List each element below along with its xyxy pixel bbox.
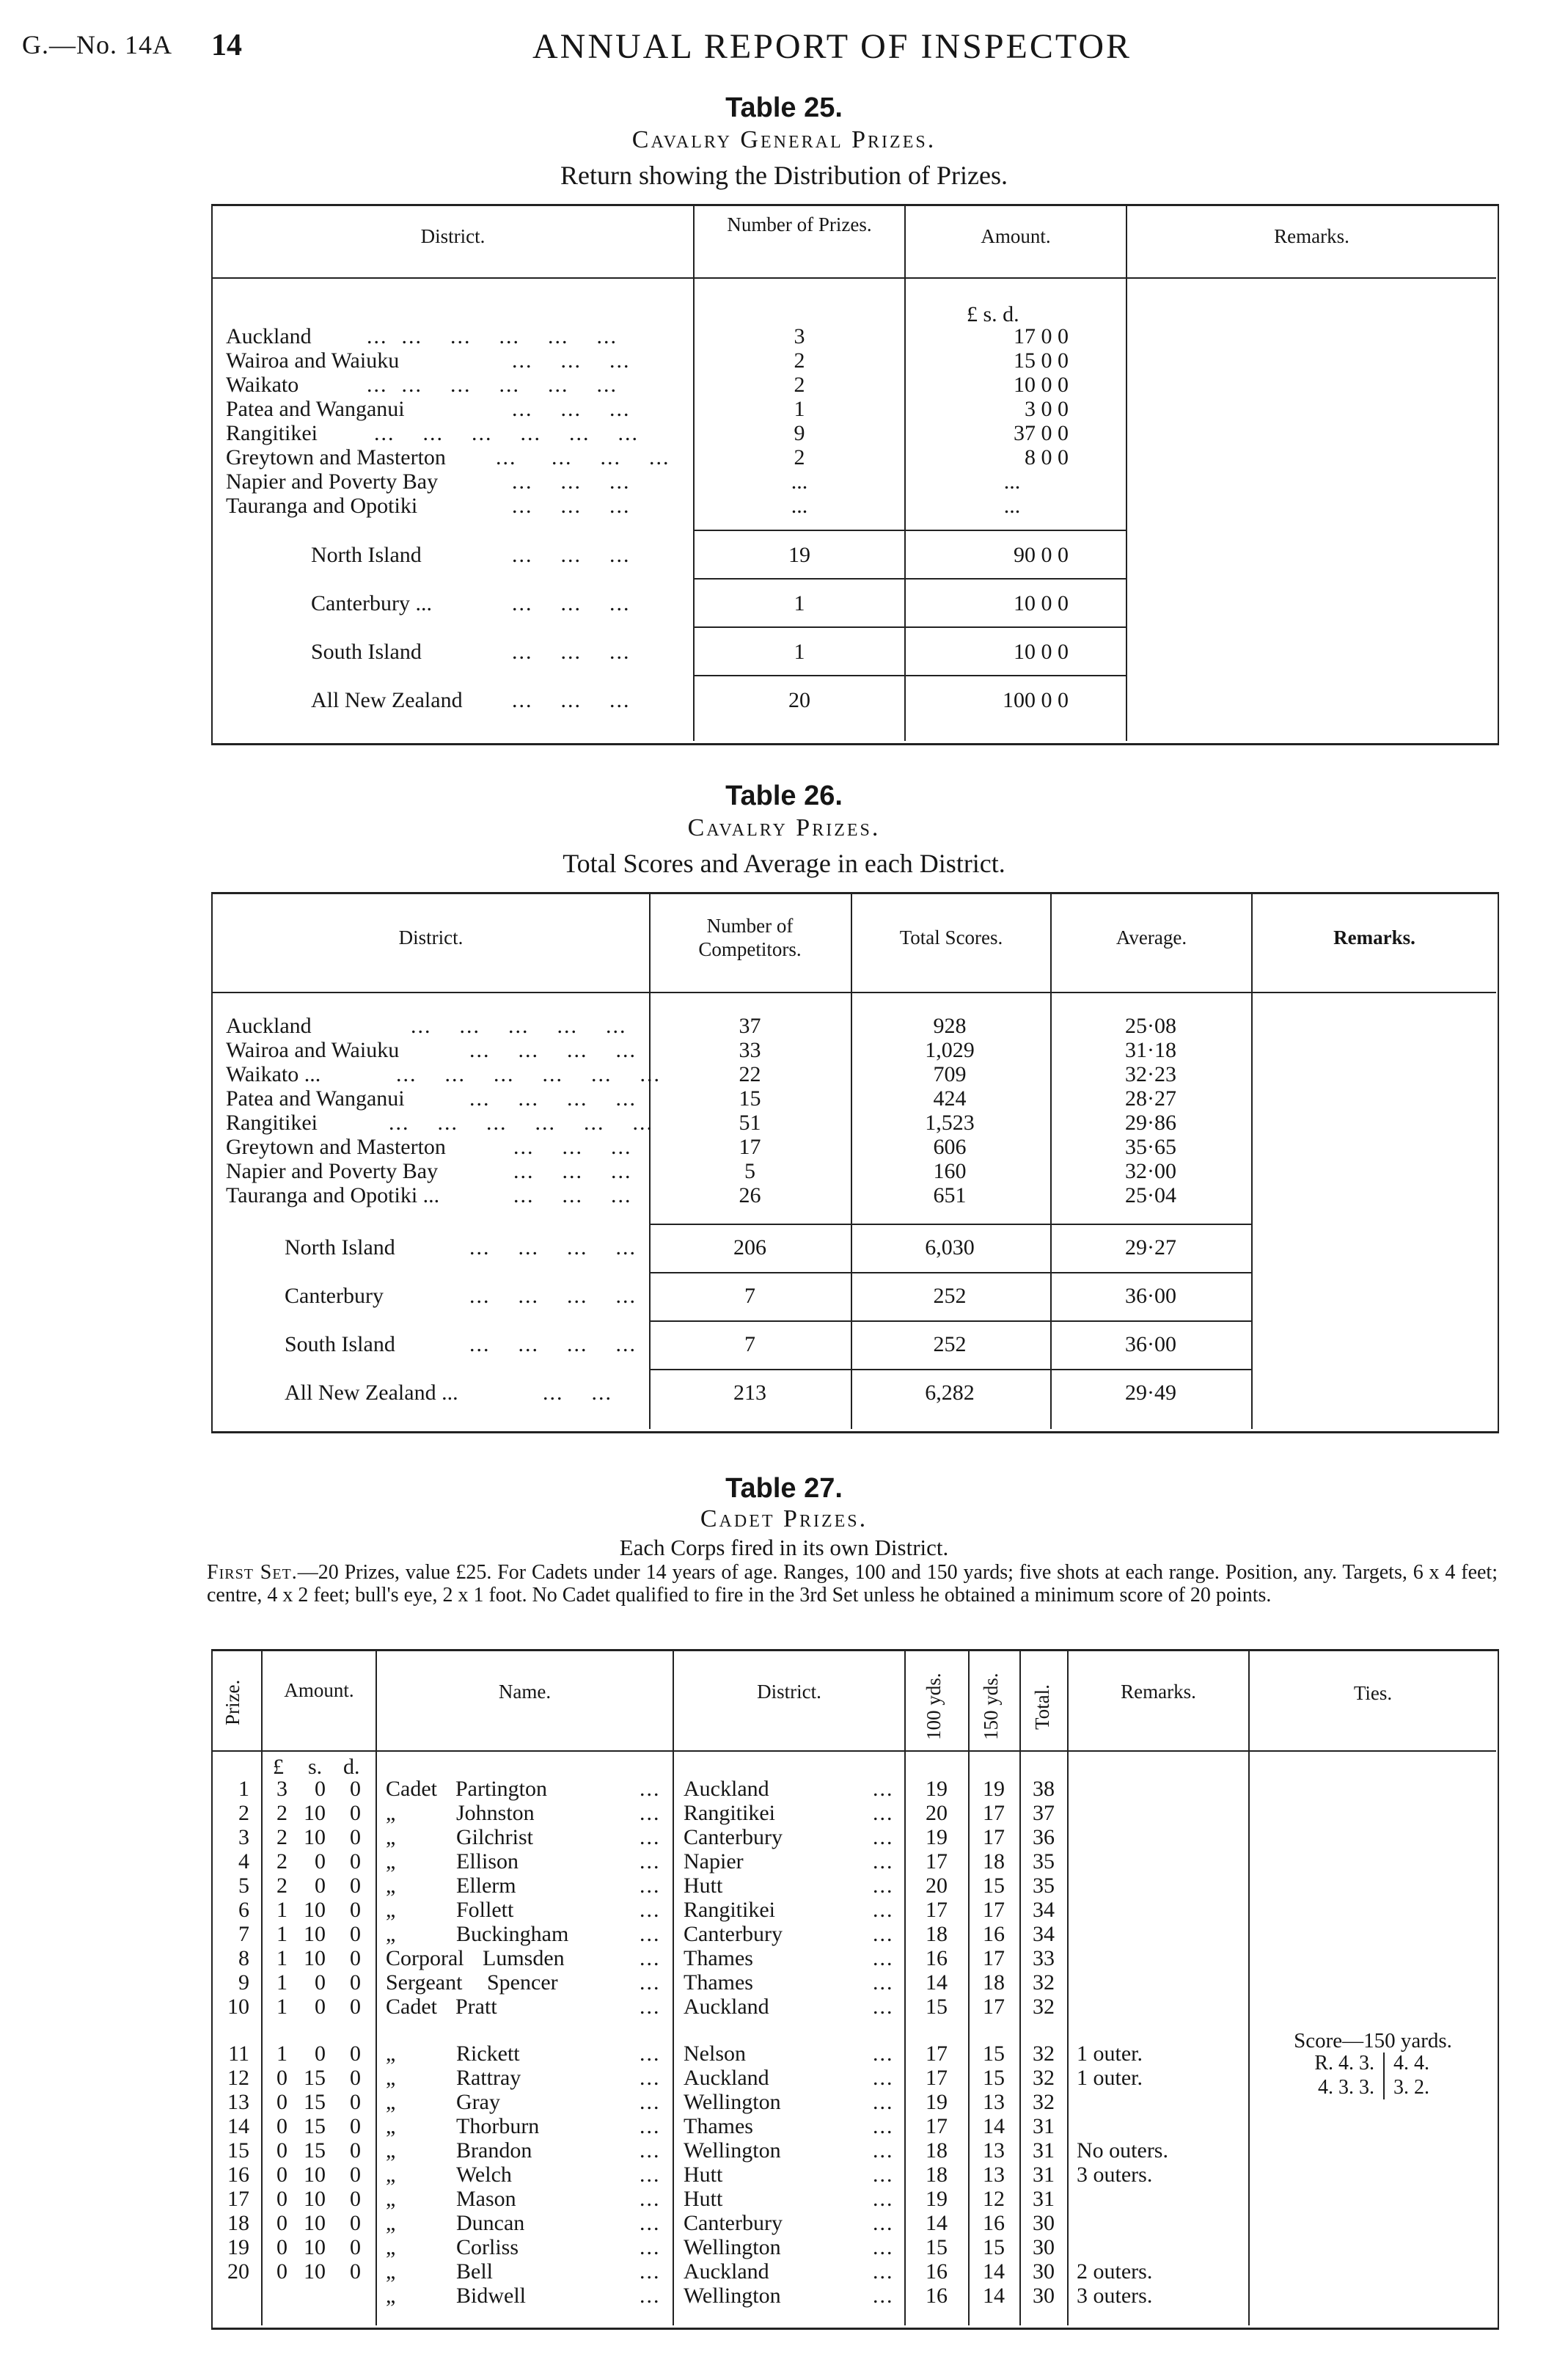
- rank-cell: „: [386, 2211, 396, 2235]
- leader-dots: ...: [873, 2114, 894, 2138]
- prize-cell: 14: [227, 2114, 249, 2138]
- prize-cell: 12: [227, 2066, 249, 2090]
- document-code: G.—No. 14A: [22, 30, 172, 59]
- page-title: ANNUAL REPORT OF INSPECTOR: [532, 27, 1132, 66]
- table27-header-remarks: Remarks.: [1121, 1681, 1196, 1703]
- amount-shillings-cell: 10: [304, 2235, 326, 2259]
- remarks-cell: 3 outers.: [1077, 2284, 1153, 2308]
- leader-dots: ...: [640, 1898, 661, 1922]
- leader-dots: ...: [640, 2066, 661, 2090]
- name-cell: Spencer: [487, 1970, 558, 1995]
- amount-pounds-cell: 2: [276, 1801, 287, 1825]
- amount-pence-cell: 0: [350, 2259, 361, 2284]
- total-cell: 32: [1033, 2066, 1055, 2090]
- rank-cell: Cadet: [386, 1995, 437, 2019]
- amount-shillings-cell: 0: [315, 1970, 326, 1995]
- amount-shillings-cell: 10: [304, 2187, 326, 2211]
- total-cell: 31: [1033, 2138, 1055, 2163]
- score-150-cell: 19: [983, 1777, 1005, 1801]
- rank-cell: Cadet: [386, 1777, 437, 1801]
- leader-dots: ...: [640, 2090, 661, 2114]
- rank-cell: „: [386, 2090, 396, 2114]
- amount-pence-cell: 0: [350, 1801, 361, 1825]
- prize-cell: 20: [227, 2259, 249, 2284]
- rank-cell: „: [386, 1922, 396, 1946]
- amount-pence-cell: 0: [350, 1825, 361, 1849]
- leader-dots: ...: [640, 2284, 661, 2308]
- score-150-cell: 18: [983, 1849, 1005, 1874]
- total-cell: 30: [1033, 2235, 1055, 2259]
- rank-cell: „: [386, 2259, 396, 2284]
- name-cell: Buckingham: [456, 1922, 569, 1946]
- rank-cell: „: [386, 1801, 396, 1825]
- leader-dots: ...: [873, 2235, 894, 2259]
- score-100-cell: 16: [926, 1946, 948, 1970]
- leader-dots: ...: [873, 2187, 894, 2211]
- rank-cell: „: [386, 1898, 396, 1922]
- amount-pounds-cell: 1: [276, 2041, 287, 2066]
- score-100-cell: 15: [926, 1995, 948, 2019]
- name-cell: Bidwell: [456, 2284, 526, 2308]
- district-cell: Napier: [684, 1849, 744, 1874]
- score-100-cell: 17: [926, 1849, 948, 1874]
- amount-pounds-cell: 0: [276, 2114, 287, 2138]
- table26-number: Table 26.: [725, 781, 843, 811]
- table27-header-100yds: 100 yds.: [923, 1673, 945, 1740]
- district-cell: Wellington: [684, 2090, 781, 2114]
- leader-dots: ...: [640, 2235, 661, 2259]
- district-cell: Auckland: [684, 1777, 769, 1801]
- district-cell: Rangitikei: [684, 1801, 775, 1825]
- table27-header-total: Total.: [1031, 1684, 1053, 1730]
- amount-pence-cell: 0: [350, 2041, 361, 2066]
- ties-divider: [1383, 2053, 1385, 2099]
- district-cell: Thames: [684, 1970, 753, 1995]
- amount-shillings-cell: 0: [315, 2041, 326, 2066]
- amount-shillings-cell: 0: [315, 1777, 326, 1801]
- district-cell: Canterbury: [684, 2211, 783, 2235]
- amount-pounds-cell: 0: [276, 2259, 287, 2284]
- table26-name: Cavalry Prizes.: [687, 814, 881, 841]
- table27-header-ties: Ties.: [1353, 1682, 1393, 1704]
- rank-cell: „: [386, 2066, 396, 2090]
- total-cell: 32: [1033, 2090, 1055, 2114]
- amount-pounds-cell: 0: [276, 2235, 287, 2259]
- score-100-cell: 15: [926, 2235, 948, 2259]
- leader-dots: ...: [873, 1995, 894, 2019]
- unit-pounds: £: [273, 1755, 284, 1779]
- leader-dots: ...: [640, 1874, 661, 1898]
- table27-header-name: Name.: [498, 1681, 552, 1703]
- amount-shillings-cell: 10: [304, 1922, 326, 1946]
- score-100-cell: 19: [926, 2090, 948, 2114]
- leader-dots: ...: [873, 1801, 894, 1825]
- score-100-cell: 20: [926, 1801, 948, 1825]
- table26-subtitle: Total Scores and Average in each District.: [563, 849, 1005, 878]
- amount-pence-cell: 0: [350, 2211, 361, 2235]
- score-150-cell: 17: [983, 1801, 1005, 1825]
- district-cell: Wellington: [684, 2235, 781, 2259]
- name-cell: Corliss: [456, 2235, 519, 2259]
- amount-pounds-cell: 1: [276, 1898, 287, 1922]
- score-100-cell: 19: [926, 1825, 948, 1849]
- score-100-cell: 18: [926, 2138, 948, 2163]
- score-150-cell: 14: [983, 2284, 1005, 2308]
- district-cell: Wellington: [684, 2284, 781, 2308]
- leader-dots: ...: [640, 2211, 661, 2235]
- score-100-cell: 17: [926, 2041, 948, 2066]
- leader-dots: ...: [640, 1801, 661, 1825]
- amount-pence-cell: 0: [350, 1922, 361, 1946]
- prize-cell: 19: [227, 2235, 249, 2259]
- amount-pounds-cell: 0: [276, 2138, 287, 2163]
- amount-pounds-cell: 1: [276, 1995, 287, 2019]
- amount-pounds-cell: 0: [276, 2211, 287, 2235]
- amount-pence-cell: 0: [350, 2187, 361, 2211]
- amount-pounds-cell: 0: [276, 2066, 287, 2090]
- prize-cell: 10: [227, 1995, 249, 2019]
- table27-subtitle: Each Corps fired in its own District.: [619, 1535, 949, 1560]
- ties-title: Score—150 yards.: [1294, 2029, 1452, 2053]
- leader-dots: ...: [640, 1825, 661, 1849]
- total-cell: 30: [1033, 2259, 1055, 2284]
- remarks-cell: 1 outer.: [1077, 2066, 1143, 2090]
- amount-pence-cell: 0: [350, 1970, 361, 1995]
- first-set-label: First Set.: [207, 1561, 298, 1584]
- name-cell: Gilchrist: [456, 1825, 533, 1849]
- ties-row2-left: 4. 3. 3.: [1318, 2076, 1374, 2099]
- amount-shillings-cell: 15: [304, 2114, 326, 2138]
- score-100-cell: 20: [926, 1874, 948, 1898]
- amount-shillings-cell: 10: [304, 1946, 326, 1970]
- score-100-cell: 14: [926, 2211, 948, 2235]
- score-150-cell: 13: [983, 2138, 1005, 2163]
- amount-pence-cell: 0: [350, 1898, 361, 1922]
- score-100-cell: 18: [926, 1922, 948, 1946]
- total-cell: 30: [1033, 2284, 1055, 2308]
- district-cell: Hutt: [684, 1874, 723, 1898]
- rank-cell: Corporal: [386, 1946, 464, 1970]
- rank-cell: Sergeant: [386, 1970, 463, 1995]
- amount-shillings-cell: 15: [304, 2066, 326, 2090]
- amount-shillings-cell: 10: [304, 1825, 326, 1849]
- prize-cell: 8: [238, 1946, 249, 1970]
- table25-subtitle: Return showing the Distribution of Prizes.: [560, 161, 1008, 190]
- amount-pence-cell: 0: [350, 2090, 361, 2114]
- table25-header-remarks: Remarks.: [1274, 225, 1349, 247]
- rank-cell: „: [386, 2041, 396, 2066]
- table26-header-district: District.: [398, 926, 464, 948]
- total-cell: 31: [1033, 2187, 1055, 2211]
- amount-pounds-cell: 0: [276, 2090, 287, 2114]
- district-cell: Wellington: [684, 2138, 781, 2163]
- table25-name: Cavalry General Prizes.: [631, 126, 937, 153]
- name-cell: Pratt: [455, 1995, 497, 2019]
- table26-header-scores: Total Scores.: [899, 926, 1003, 948]
- rank-cell: „: [386, 1825, 396, 1849]
- score-150-cell: 15: [983, 2041, 1005, 2066]
- score-100-cell: 17: [926, 2114, 948, 2138]
- rank-cell: „: [386, 2284, 396, 2308]
- score-150-cell: 17: [983, 1995, 1005, 2019]
- page-number: 14: [211, 29, 242, 62]
- leader-dots: ...: [640, 2114, 661, 2138]
- amount-pence-cell: 0: [350, 1777, 361, 1801]
- score-150-cell: 12: [983, 2187, 1005, 2211]
- leader-dots: ...: [873, 2211, 894, 2235]
- district-cell: Rangitikei: [684, 1898, 775, 1922]
- leader-dots: ...: [640, 2041, 661, 2066]
- total-cell: 37: [1033, 1801, 1055, 1825]
- total-cell: 36: [1033, 1825, 1055, 1849]
- name-cell: Lumsden: [483, 1946, 565, 1970]
- rank-cell: „: [386, 1849, 396, 1874]
- leader-dots: ...: [873, 1946, 894, 1970]
- table25-number: Table 25.: [725, 92, 843, 123]
- district-cell: Canterbury: [684, 1825, 783, 1849]
- total-cell: 34: [1033, 1898, 1055, 1922]
- remarks-cell: 3 outers.: [1077, 2163, 1153, 2187]
- prize-cell: 5: [238, 1874, 249, 1898]
- score-150-cell: 14: [983, 2259, 1005, 2284]
- amount-shillings-cell: 0: [315, 1849, 326, 1874]
- amount-shillings-cell: 10: [304, 1801, 326, 1825]
- amount-pounds-cell: 2: [276, 1849, 287, 1874]
- name-cell: Brandon: [456, 2138, 532, 2163]
- total-cell: 31: [1033, 2114, 1055, 2138]
- score-150-cell: 16: [983, 1922, 1005, 1946]
- total-cell: 31: [1033, 2163, 1055, 2187]
- leader-dots: ...: [873, 2138, 894, 2163]
- prize-cell: 1: [238, 1777, 249, 1801]
- district-cell: Auckland: [684, 1995, 769, 2019]
- name-cell: Ellerm: [456, 1874, 516, 1898]
- table27-header-150yds: 150 yds.: [980, 1673, 1002, 1740]
- name-cell: Thorburn: [456, 2114, 540, 2138]
- leader-dots: ...: [640, 2259, 661, 2284]
- leader-dots: ...: [873, 1777, 894, 1801]
- name-cell: Bell: [456, 2259, 493, 2284]
- prize-cell: 15: [227, 2138, 249, 2163]
- leader-dots: ...: [873, 2066, 894, 2090]
- amount-pence-cell: 0: [350, 2114, 361, 2138]
- leader-dots: ...: [640, 2187, 661, 2211]
- score-150-cell: 17: [983, 1946, 1005, 1970]
- amount-pounds-cell: 3: [276, 1777, 287, 1801]
- amount-shillings-cell: 10: [304, 2163, 326, 2187]
- prize-cell: 17: [227, 2187, 249, 2211]
- leader-dots: ...: [873, 2041, 894, 2066]
- prize-cell: 6: [238, 1898, 249, 1922]
- prize-cell: 2: [238, 1801, 249, 1825]
- table27-name: Cadet Prizes.: [700, 1505, 868, 1532]
- score-100-cell: 19: [926, 2187, 948, 2211]
- prize-cell: 7: [238, 1922, 249, 1946]
- total-cell: 33: [1033, 1946, 1055, 1970]
- total-cell: 30: [1033, 2211, 1055, 2235]
- amount-pence-cell: 0: [350, 1849, 361, 1874]
- amount-pence-cell: 0: [350, 1995, 361, 2019]
- leader-dots: ...: [873, 1922, 894, 1946]
- prize-cell: 16: [227, 2163, 249, 2187]
- leader-dots: ...: [640, 1777, 661, 1801]
- table26-header-remarks: Remarks.: [1333, 926, 1415, 948]
- name-cell: Ellison: [456, 1849, 519, 1874]
- leader-dots: ...: [873, 2284, 894, 2308]
- rank-cell: „: [386, 2114, 396, 2138]
- leader-dots: ...: [873, 1874, 894, 1898]
- amount-shillings-cell: 15: [304, 2090, 326, 2114]
- leader-dots: ...: [873, 1898, 894, 1922]
- prize-cell: 9: [238, 1970, 249, 1995]
- prize-cell: 4: [238, 1849, 249, 1874]
- prize-cell: 11: [228, 2041, 249, 2066]
- score-100-cell: 18: [926, 2163, 948, 2187]
- table27-header-prize: Prize.: [221, 1679, 243, 1725]
- amount-shillings-cell: 15: [304, 2138, 326, 2163]
- amount-shillings-cell: 0: [315, 1874, 326, 1898]
- leader-dots: ...: [873, 2259, 894, 2284]
- remarks-cell: No outers.: [1077, 2138, 1168, 2163]
- unit-shillings: s.: [308, 1755, 323, 1779]
- amount-pounds-cell: 1: [276, 1970, 287, 1995]
- score-150-cell: 13: [983, 2163, 1005, 2187]
- amount-pounds-cell: 1: [276, 1946, 287, 1970]
- amount-shillings-cell: 10: [304, 1898, 326, 1922]
- table25-header-amount: Amount.: [981, 225, 1051, 247]
- total-cell: 32: [1033, 2041, 1055, 2066]
- remarks-cell: 1 outer.: [1077, 2041, 1143, 2066]
- leader-dots: ...: [640, 2138, 661, 2163]
- amount-pounds-cell: 0: [276, 2163, 287, 2187]
- amount-pounds-cell: 2: [276, 1874, 287, 1898]
- score-150-cell: 15: [983, 2235, 1005, 2259]
- ties-row1-right: 4. 4.: [1393, 2052, 1429, 2075]
- amount-pounds-cell: 2: [276, 1825, 287, 1849]
- leader-dots: ...: [640, 1849, 661, 1874]
- prize-cell: 18: [227, 2211, 249, 2235]
- name-cell: Follett: [456, 1898, 514, 1922]
- score-100-cell: 19: [926, 1777, 948, 1801]
- amount-pence-cell: 0: [350, 2163, 361, 2187]
- district-cell: Thames: [684, 1946, 753, 1970]
- amount-shillings-cell: 0: [315, 1995, 326, 2019]
- remarks-cell: 2 outers.: [1077, 2259, 1153, 2284]
- table25-units: £ s. d.: [967, 302, 1019, 326]
- amount-shillings-cell: 10: [304, 2211, 326, 2235]
- table27-header-district: District.: [757, 1681, 821, 1703]
- table25-header-prizes: Number of Prizes.: [727, 213, 872, 235]
- name-cell: Gray: [456, 2090, 500, 2114]
- table25-header-district: District.: [420, 225, 486, 247]
- name-cell: Welch: [456, 2163, 512, 2187]
- total-cell: 32: [1033, 1995, 1055, 2019]
- total-cell: 38: [1033, 1777, 1055, 1801]
- leader-dots: ...: [873, 2163, 894, 2187]
- name-cell: Partington: [455, 1777, 547, 1801]
- score-150-cell: 18: [983, 1970, 1005, 1995]
- name-cell: Duncan: [456, 2211, 525, 2235]
- table26-header-average: Average.: [1115, 926, 1187, 948]
- district-cell: Hutt: [684, 2163, 723, 2187]
- leader-dots: ...: [873, 2090, 894, 2114]
- score-100-cell: 17: [926, 2066, 948, 2090]
- table27-first-set-note: [207, 1561, 1498, 1606]
- amount-pence-cell: 0: [350, 1946, 361, 1970]
- district-cell: Hutt: [684, 2187, 723, 2211]
- name-cell: Rickett: [456, 2041, 520, 2066]
- rank-cell: „: [386, 2138, 396, 2163]
- prize-cell: 13: [227, 2090, 249, 2114]
- amount-pence-cell: 0: [350, 2138, 361, 2163]
- total-cell: 32: [1033, 1970, 1055, 1995]
- leader-dots: ...: [640, 1946, 661, 1970]
- total-cell: 35: [1033, 1849, 1055, 1874]
- district-cell: Canterbury: [684, 1922, 783, 1946]
- ties-row2-right: 3. 2.: [1393, 2076, 1429, 2099]
- amount-shillings-cell: 10: [304, 2259, 326, 2284]
- score-150-cell: 15: [983, 1874, 1005, 1898]
- leader-dots: ...: [640, 1995, 661, 2019]
- prize-cell: 3: [238, 1825, 249, 1849]
- leader-dots: ...: [873, 1825, 894, 1849]
- name-cell: Johnston: [456, 1801, 535, 1825]
- score-100-cell: 17: [926, 1898, 948, 1922]
- unit-pence: d.: [343, 1755, 360, 1779]
- ties-row1-left: R. 4. 3.: [1314, 2052, 1374, 2075]
- leader-dots: ...: [640, 1970, 661, 1995]
- rank-cell: „: [386, 2187, 396, 2211]
- district-cell: Thames: [684, 2114, 753, 2138]
- rank-cell: „: [386, 1874, 396, 1898]
- table27-number: Table 27.: [725, 1473, 843, 1504]
- amount-pence-cell: 0: [350, 2066, 361, 2090]
- leader-dots: ...: [640, 1922, 661, 1946]
- rank-cell: „: [386, 2163, 396, 2187]
- score-150-cell: 15: [983, 2066, 1005, 2090]
- rank-cell: „: [386, 2235, 396, 2259]
- score-150-cell: 16: [983, 2211, 1005, 2235]
- table27-header-amount: Amount.: [284, 1679, 354, 1701]
- name-cell: Rattray: [456, 2066, 521, 2090]
- amount-pounds-cell: 0: [276, 2187, 287, 2211]
- district-cell: Nelson: [684, 2041, 746, 2066]
- score-100-cell: 16: [926, 2284, 948, 2308]
- leader-dots: ...: [873, 1849, 894, 1874]
- total-cell: 35: [1033, 1874, 1055, 1898]
- report-page: G.—No. 14A 14 ANNUAL REPORT OF INSPECTOR Table 25. Cavalry General Prizes. Return showing the Distribution of Prizes. District. Number of Prizes. Amount. Remarks. £ s. d. Auckland ... ... ... ... ... ... 3 17 0 0 Wairoa and Waiuku ... ... ... 2 15 0 0 Waikato ... ... ... ... ... ... 2 10 0 0 Patea and Wanganui ... ... ... 1 3 0 0 Rangitikei ... ... ... ... ... ... 9 37 0 0 Greytown and Masterton ... ... ... ... 2 8 0 0 Napier and Poverty Bay ... ... ... ... ... Tauranga and Opotiki ... ... ... ... ... North Island ... ... ... 19 90 0 0 Canterbury ... ... ... ... 1 10 0 0 South Island ... ... ... 1 10 0 0 All New Zealand ... ... ... 20 100 0 0 Table 26. Cavalry Prizes. Total Scores and Average in each District. District. Number of Competitors. Total Scores. Average. Remarks. Auckland ... ... ... ... ... 37 928 25·08 Wairoa and Waiuku ... ... ... ... 33 1,029 31·18 Waikato ... ... ... ... ... ... ... 22 709 32·23 Patea and Wanganui ... ... ... ... 15 424 28·27 Rangitikei ... ... ... ... ... ... 51 1,523 29·86 Greytown and Masterton ... ... ... 17 606 35·65 Napier and Poverty Bay ... ... ... 5 160 32·00 Tauranga and Opotiki ... ... ... ... 26 651 25·04 North Island ... ... ... ... 206 6,030 29·27 Canterbury ... ... ... ... 7 252 36·00 South Island ... ... ... ... 7 252 36·00 All New Zealand ... ... ... 213 6,282 29·49 Table 27. Cadet Prizes. Each Corps fired in its own District. First Set.—20 Prizes, value £25. For Cadets under 14 years of age. Ranges, 100 and 150 yards; five shots at each range. Position, any. Targets, 6 x 4 feet; centre, 4 x 2 feet; bull's eye, 2 x 1 foot. No Cadet qualified to fire in the 3rd Set unless he obtained a minimum score of 20 points. Prize. Amount. Name. District. 100 yds. 150 yds. Total. Remarks. Ties. £ s. d. 1 3 0 0 Cadet Auckland 19 19 38 Partington ... ... 2 2 10 0 „ Rangitikei 20 17 37 Johnston ... ... 3 2 10 0 „ Canterbury 19 17 36 Gilchrist ... ... 4 2 0 0 „ Napier 17 18 35 Ellison ... ... 5 2 0 0 „ Hutt 20 15 35 Ellerm ... ... 6 1 10 0 „ Rangitikei 17 17 34 Follett ... ... 7 1 10 0 „ Canterbury 18 16 34 Buckingham ... ... 8 1 10 0 Corporal Thames 16 17 33 Lumsden ... ... 9 1 0 0 Sergeant Thames 14 18 32 Spencer ... ... 10 1 0 0 Cadet Auckland 15 17 32 Pratt ... ... 11 1 0 0 „ Nelson 17 15 32 1 outer. Rickett ... ... 12 0 15 0 „ Auckland 17 15 32 1 outer. Rattray ... ... 13 0 15 0 „ Wellington 19 13 32 Gray ... ... 14 0 15 0 „ Thames 17 14 31 Thorburn ... ... 15 0 15 0 „ Wellington 18 13 31 No outers. Brandon ... ... 16 0 10 0 „ Hutt 18 13 31 3 outers. Welch ... ... 17 0 10 0 „ Hutt 19 12 31 Mason ... ... 18 0 10 0 „ Canterbury 14 16 30 Duncan ... ... 19 0 10 0 „ Wellington 15 15 30 Corliss ... ... 20 0 10 0 „ Auckland 16 14 30 2 outers. Bell ... ... „ Wellington 16 14 30 3 outers. Bidwell ... ... Score—150 yards. R. 4. 3. 4. 4. 4. 3. 3. 3. 2.: [0, 0, 1568, 2365]
- score-150-cell: 13: [983, 2090, 1005, 2114]
- score-100-cell: 14: [926, 1970, 948, 1995]
- table26-header-competitors: Number of Competitors.: [698, 915, 802, 960]
- score-100-cell: 16: [926, 2259, 948, 2284]
- first-set-text: —20 Prizes, value £25. For Cadets under 14 years of age. Ranges, 100 and 150 yards; five shots at each range. Position, any. Targets, 6 x 4 feet; centre, 4 x 2 feet; bull's eye, 2 x 1 foot. No Cadet qualified to fire in the 3rd Set unless he obtained a minimum score of 20 points.: [207, 1561, 1498, 1606]
- score-150-cell: 17: [983, 1825, 1005, 1849]
- district-cell: Auckland: [684, 2066, 769, 2090]
- amount-pounds-cell: 1: [276, 1922, 287, 1946]
- leader-dots: ...: [873, 1970, 894, 1995]
- district-cell: Auckland: [684, 2259, 769, 2284]
- score-150-cell: 17: [983, 1898, 1005, 1922]
- total-cell: 34: [1033, 1922, 1055, 1946]
- amount-pence-cell: 0: [350, 1874, 361, 1898]
- name-cell: Mason: [456, 2187, 516, 2211]
- amount-pence-cell: 0: [350, 2235, 361, 2259]
- leader-dots: ...: [640, 2163, 661, 2187]
- score-150-cell: 14: [983, 2114, 1005, 2138]
